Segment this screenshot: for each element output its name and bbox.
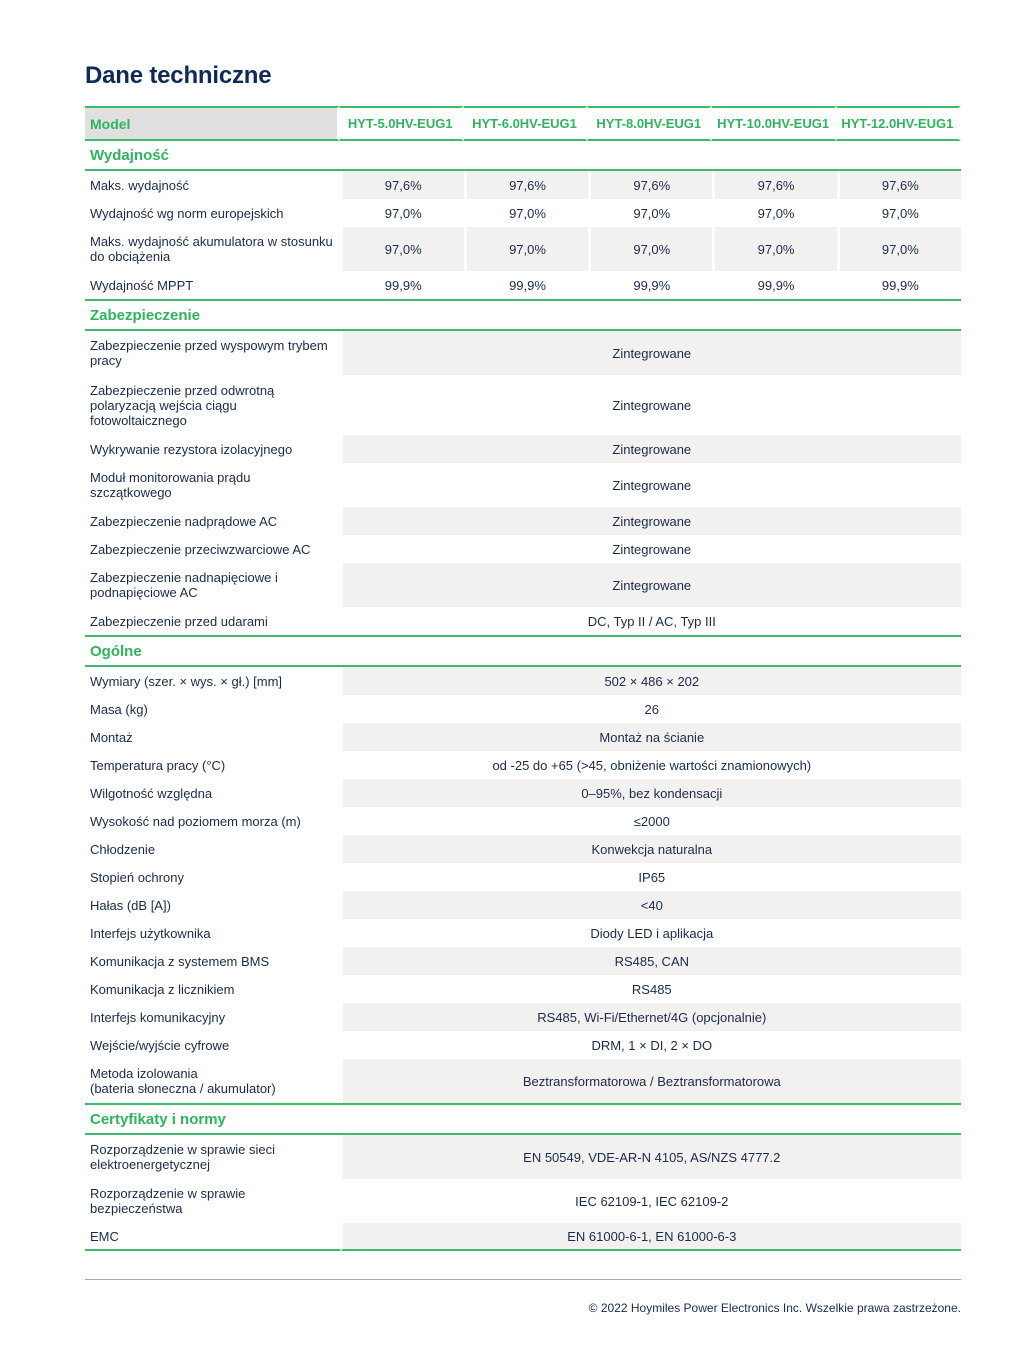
- model-column-header: HYT-10.0HV-EUG1: [712, 106, 836, 141]
- row-value: 97,6%: [340, 171, 464, 199]
- row-label: Maks. wydajność: [85, 171, 340, 199]
- row-label: Interfejs użytkownika: [85, 919, 340, 947]
- table-row: [85, 919, 961, 947]
- table-row: [85, 947, 961, 975]
- row-value: 97,0%: [340, 199, 464, 227]
- table-row: [85, 723, 961, 751]
- row-label: Zabezpieczenie nadprądowe AC: [85, 507, 340, 535]
- row-value-merged: Zintegrowane: [340, 331, 961, 375]
- row-label: Zabezpieczenie przeciwzwarciowe AC: [85, 535, 340, 563]
- model-column-header: HYT-8.0HV-EUG1: [588, 106, 712, 141]
- row-label: Moduł monitorowania prądu szczątkowego: [85, 463, 340, 507]
- row-value-merged: RS485, Wi-Fi/Ethernet/4G (opcjonalnie): [340, 1003, 961, 1031]
- table-row: [85, 751, 961, 779]
- row-label: Chłodzenie: [85, 835, 340, 863]
- model-column-header: HYT-12.0HV-EUG1: [837, 106, 961, 141]
- row-label: Wydajność wg norm europejskich: [85, 199, 340, 227]
- table-row: [85, 463, 961, 507]
- row-label: EMC: [85, 1223, 340, 1251]
- row-label: Wydajność MPPT: [85, 271, 340, 299]
- row-label: Wejście/wyjście cyfrowe: [85, 1031, 340, 1059]
- row-label: Rozporządzenie w sprawie sieci elektroenergetycznej: [85, 1135, 340, 1179]
- row-value-merged: EN 61000-6-1, EN 61000-6-3: [340, 1223, 961, 1251]
- row-value-merged: RS485, CAN: [340, 947, 961, 975]
- row-value-merged: Beztransformatorowa / Beztransformatorowa: [340, 1059, 961, 1103]
- table-row: [85, 1031, 961, 1059]
- table-row: [85, 1003, 961, 1031]
- section-title: Ogólne: [85, 635, 961, 667]
- row-value: 97,0%: [712, 199, 836, 227]
- row-label: Komunikacja z licznikiem: [85, 975, 340, 1003]
- row-value: 97,6%: [837, 171, 961, 199]
- row-label: Zabezpieczenie przed odwrotną polaryzacją wejścia ciągu fotowoltaicznego: [85, 375, 340, 435]
- row-value: 97,0%: [464, 227, 588, 271]
- row-value: 99,9%: [588, 271, 712, 299]
- table-row: [85, 807, 961, 835]
- row-value: 97,6%: [464, 171, 588, 199]
- table-row: [85, 835, 961, 863]
- row-label: Zabezpieczenie przed udarami: [85, 607, 340, 635]
- row-value: 99,9%: [340, 271, 464, 299]
- row-value-merged: 26: [340, 695, 961, 723]
- table-row: [85, 667, 961, 695]
- row-label: Zabezpieczenie przed wyspowym trybem pracy: [85, 331, 340, 375]
- row-value: 97,6%: [712, 171, 836, 199]
- row-value-merged: 502 × 486 × 202: [340, 667, 961, 695]
- spec-table: [85, 106, 961, 1251]
- row-label: Metoda izolowania (bateria słoneczna / akumulator): [85, 1059, 340, 1103]
- table-row: [85, 891, 961, 919]
- table-row: [85, 435, 961, 463]
- row-label: Zabezpieczenie nadnapięciowe i podnapięciowe AC: [85, 563, 340, 607]
- section-title: Zabezpieczenie: [85, 299, 961, 331]
- row-value: 97,6%: [588, 171, 712, 199]
- row-label: Wysokość nad poziomem morza (m): [85, 807, 340, 835]
- row-label: Wykrywanie rezystora izolacyjnego: [85, 435, 340, 463]
- row-value: 97,0%: [837, 199, 961, 227]
- row-value-merged: EN 50549, VDE-AR-N 4105, AS/NZS 4777.2: [340, 1135, 961, 1179]
- page-title: Dane techniczne: [85, 62, 272, 89]
- table-row: [85, 171, 961, 199]
- row-value-merged: ≤2000: [340, 807, 961, 835]
- table-row: [85, 975, 961, 1003]
- row-value-merged: DC, Typ II / AC, Typ III: [340, 607, 961, 635]
- row-value: 97,0%: [588, 227, 712, 271]
- table-row: [85, 1135, 961, 1179]
- table-row: [85, 507, 961, 535]
- row-label: Masa (kg): [85, 695, 340, 723]
- section-header-row: [85, 635, 961, 667]
- table-row: [85, 227, 961, 271]
- table-row: [85, 863, 961, 891]
- row-value-merged: RS485: [340, 975, 961, 1003]
- section-title: Certyfikaty i normy: [85, 1103, 961, 1135]
- table-row: [85, 331, 961, 375]
- table-row: [85, 271, 961, 299]
- row-value-merged: IP65: [340, 863, 961, 891]
- row-label: Wymiary (szer. × wys. × gł.) [mm]: [85, 667, 340, 695]
- table-row: [85, 1179, 961, 1223]
- row-value-merged: Zintegrowane: [340, 563, 961, 607]
- row-value-merged: Zintegrowane: [340, 535, 961, 563]
- table-row: [85, 695, 961, 723]
- row-value-merged: Diody LED i aplikacja: [340, 919, 961, 947]
- section-header-row: [85, 299, 961, 331]
- row-value: 97,0%: [588, 199, 712, 227]
- section-title: Wydajność: [85, 141, 961, 171]
- footer-copyright: © 2022 Hoymiles Power Electronics Inc. Wszelkie prawa zastrzeżone.: [588, 1301, 961, 1315]
- table-row: [85, 607, 961, 635]
- table-row: [85, 535, 961, 563]
- row-label: Maks. wydajność akumulatora w stosunku do obciążenia: [85, 227, 340, 271]
- table-row: [85, 779, 961, 807]
- row-label: Stopień ochrony: [85, 863, 340, 891]
- row-label: Wilgotność względna: [85, 779, 340, 807]
- row-label: Interfejs komunikacyjny: [85, 1003, 340, 1031]
- row-label: Hałas (dB [A]): [85, 891, 340, 919]
- row-value-merged: Konwekcja naturalna: [340, 835, 961, 863]
- row-value-merged: IEC 62109-1, IEC 62109-2: [340, 1179, 961, 1223]
- row-value: 99,9%: [464, 271, 588, 299]
- footer-divider: [85, 1279, 961, 1280]
- row-label: Rozporządzenie w sprawie bezpieczeństwa: [85, 1179, 340, 1223]
- row-label: Komunikacja z systemem BMS: [85, 947, 340, 975]
- row-value: 97,0%: [712, 227, 836, 271]
- section-header-row: [85, 1103, 961, 1135]
- row-value: 99,9%: [837, 271, 961, 299]
- row-value-merged: Zintegrowane: [340, 463, 961, 507]
- row-value-merged: DRM, 1 × DI, 2 × DO: [340, 1031, 961, 1059]
- row-value-merged: Zintegrowane: [340, 435, 961, 463]
- table-row: [85, 563, 961, 607]
- row-value-merged: od -25 do +65 (>45, obniżenie wartości znamionowych): [340, 751, 961, 779]
- row-value-merged: Zintegrowane: [340, 375, 961, 435]
- model-column-header: HYT-5.0HV-EUG1: [340, 106, 464, 141]
- row-value-merged: Montaż na ścianie: [340, 723, 961, 751]
- model-column-header: HYT-6.0HV-EUG1: [464, 106, 588, 141]
- row-value-merged: 0–95%, bez kondensacji: [340, 779, 961, 807]
- row-value-merged: <40: [340, 891, 961, 919]
- row-value: 97,0%: [464, 199, 588, 227]
- row-label: Temperatura pracy (°C): [85, 751, 340, 779]
- row-value: 97,0%: [340, 227, 464, 271]
- model-header-label: Model: [85, 106, 340, 141]
- table-header-row: [85, 106, 961, 141]
- spec-table-body: [85, 141, 961, 1251]
- row-value: 99,9%: [712, 271, 836, 299]
- row-value-merged: Zintegrowane: [340, 507, 961, 535]
- table-row: [85, 375, 961, 435]
- row-label: Montaż: [85, 723, 340, 751]
- table-row: [85, 199, 961, 227]
- section-header-row: [85, 141, 961, 171]
- table-row: [85, 1223, 961, 1251]
- row-value: 97,0%: [837, 227, 961, 271]
- table-row: [85, 1059, 961, 1103]
